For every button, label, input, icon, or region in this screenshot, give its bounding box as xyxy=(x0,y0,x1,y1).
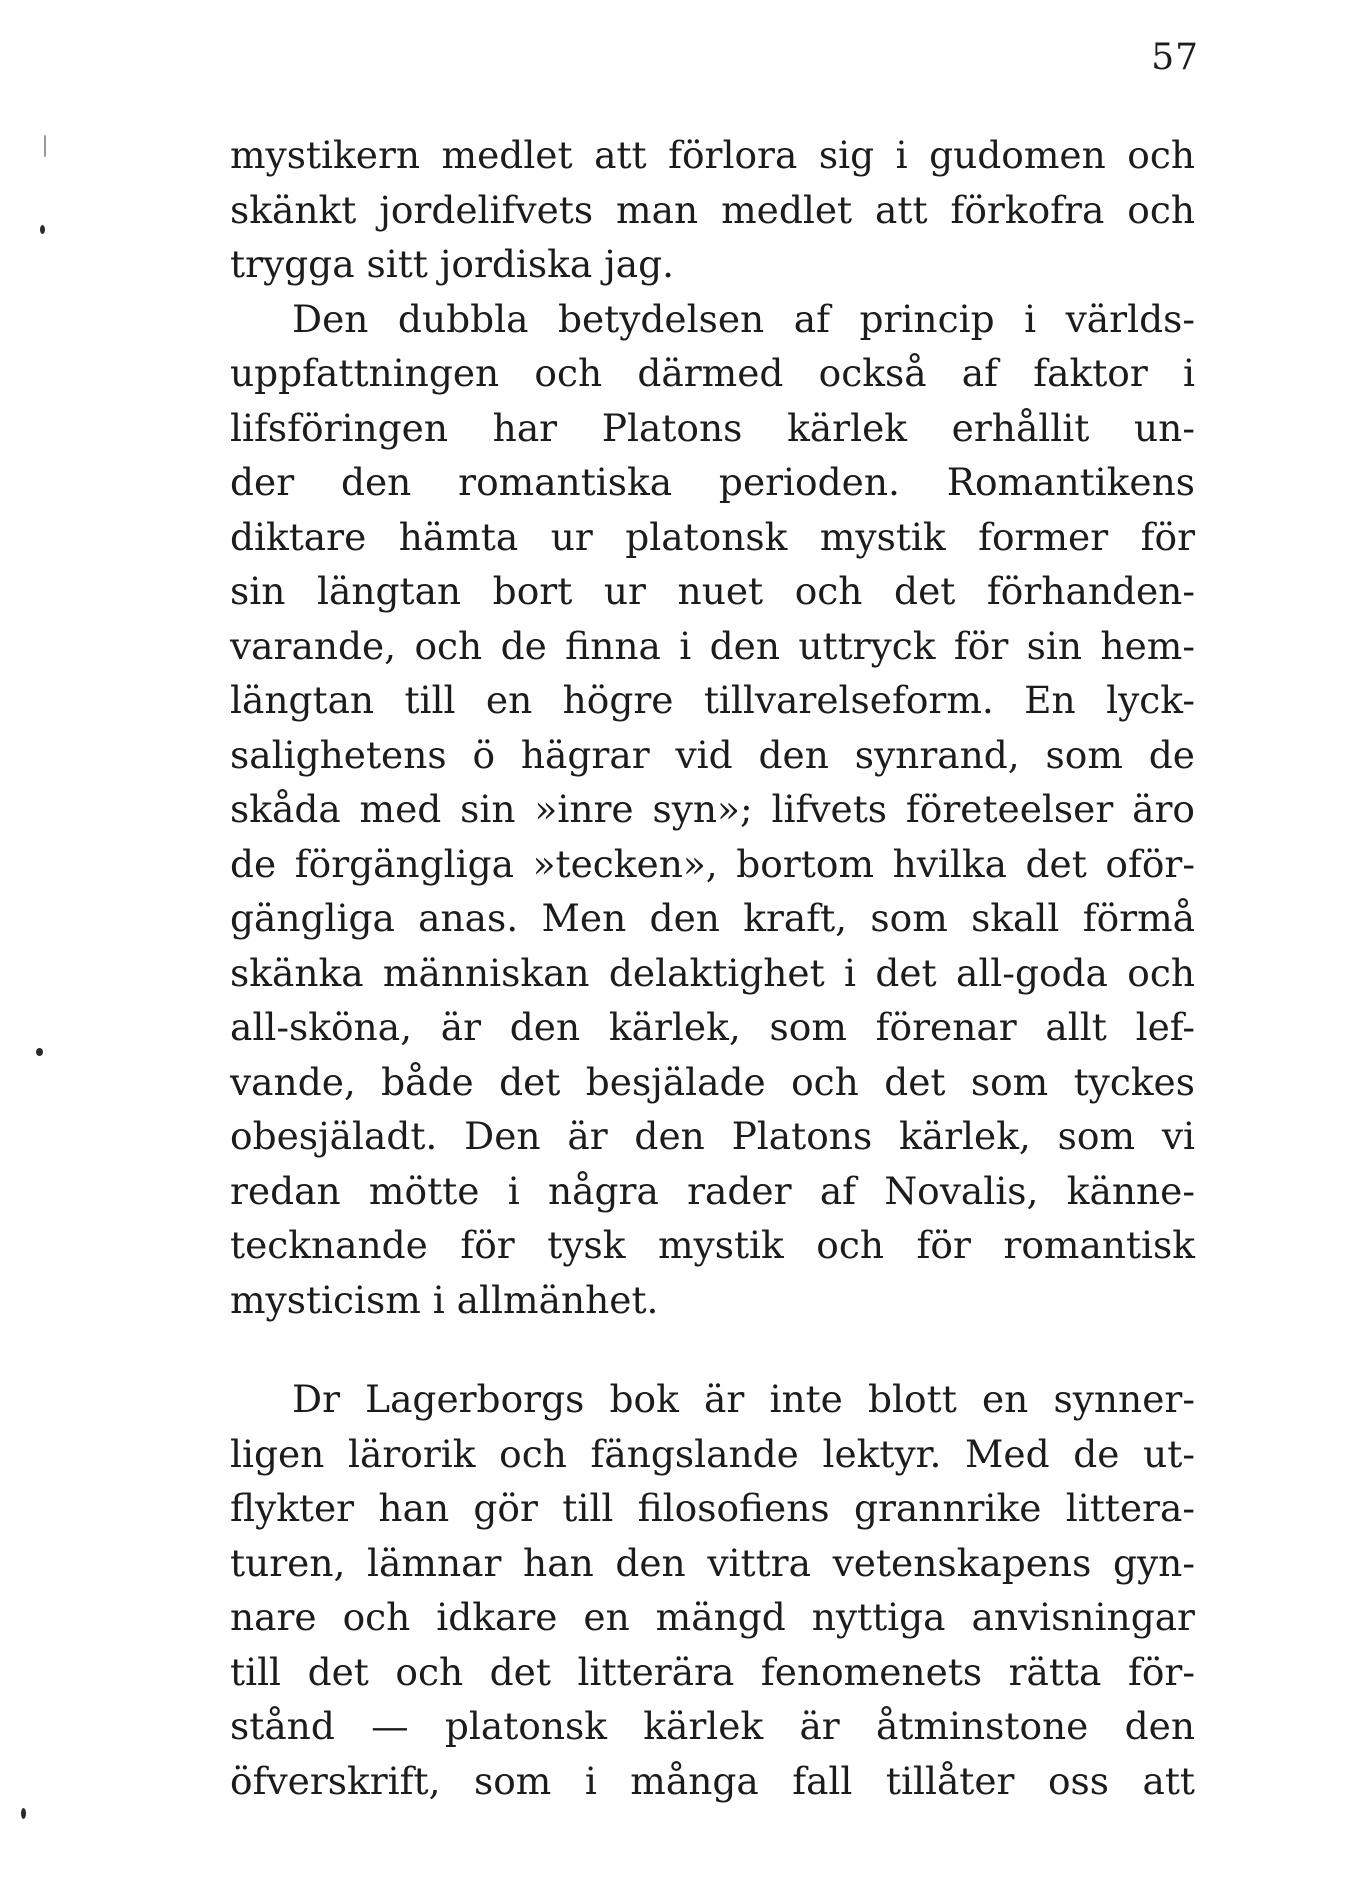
paragraph-2-body xyxy=(230,346,1195,1327)
paragraph-2 xyxy=(230,292,1195,347)
text-line: turen, lämnar han den vittra vetenskapens gyn- xyxy=(230,1540,1195,1585)
paragraph-3-body xyxy=(230,1427,1195,1809)
text-line: sin längtan bort ur nuet och det förhanden- xyxy=(230,569,1195,613)
text-line: uppfattningen och därmed också af faktor i xyxy=(230,351,1195,395)
text-line: diktare hämta ur platonsk mystik former för xyxy=(230,514,1195,559)
text-line: lifsföringen har Platons kärlek erhållit un- xyxy=(230,405,1195,450)
text-line: öfverskrift, som i många fall tillåter oss att xyxy=(230,1758,1195,1803)
text-line: de förgängliga »tecken», bortom hvilka det oför- xyxy=(230,841,1195,886)
text-line: obesjäladt. Den är den Platons kärlek, som vi xyxy=(230,1114,1195,1158)
text-block-lower xyxy=(230,1372,1195,1808)
scan-speck xyxy=(40,225,45,234)
scan-speck xyxy=(21,1808,26,1819)
text-line: gängliga anas. Men den kraft, som skall förmå xyxy=(230,896,1195,940)
text-line: tecknande för tysk mystik och för romantisk xyxy=(230,1223,1195,1267)
text-line: stånd — platonsk kärlek är åtminstone den xyxy=(230,1704,1195,1748)
text-line: flykter han gör till filosofiens grannrike littera- xyxy=(230,1486,1195,1530)
text-line: längtan till en högre tillvarelseform. En lyck- xyxy=(230,678,1195,722)
text-line: ligen lärorik och fängslande lektyr. Med de ut- xyxy=(230,1431,1195,1476)
page-number: 57 xyxy=(1151,37,1199,78)
paragraph-1 xyxy=(230,128,1195,292)
text-line: skänkt jordelifvets man medlet att förkofra och xyxy=(230,187,1195,232)
text-line: salighetens ö hägrar vid den synrand, som de xyxy=(230,732,1195,777)
text-line: mysticism i allmänhet. xyxy=(230,1277,659,1322)
text-line: Dr Lagerborgs bok är inte blott en synner- xyxy=(292,1377,1195,1421)
text-line: vande, både det besjälade och det som tyckes xyxy=(230,1059,1195,1104)
paragraph-3 xyxy=(230,1372,1195,1427)
text-line: redan mötte i några rader af Novalis, känne- xyxy=(230,1168,1195,1213)
text-line: der den romantiska perioden. Romantikens xyxy=(230,460,1195,504)
text-line: all-sköna, är den kärlek, som förenar allt lef- xyxy=(230,1005,1195,1049)
scan-speck xyxy=(36,1048,43,1056)
text-line: trygga sitt jordiska jag. xyxy=(230,242,675,286)
text-line: nare och idkare en mängd nyttiga anvisningar xyxy=(230,1595,1195,1639)
text-line: varande, och de finna i den uttryck för sin hem- xyxy=(230,623,1195,668)
text-line: till det och det litterära fenomenets rätta för- xyxy=(230,1649,1195,1694)
text-block-upper xyxy=(230,128,1195,1327)
text-line: skåda med sin »inre syn»; lifvets företeelser äro xyxy=(230,787,1195,831)
text-line: Den dubbla betydelsen af princip i världs- xyxy=(292,296,1195,341)
text-line: skänka människan delaktighet i det all-goda och xyxy=(230,950,1195,995)
scan-speck xyxy=(44,135,46,157)
text-line: mystikern medlet att förlora sig i gudomen och xyxy=(230,133,1195,177)
